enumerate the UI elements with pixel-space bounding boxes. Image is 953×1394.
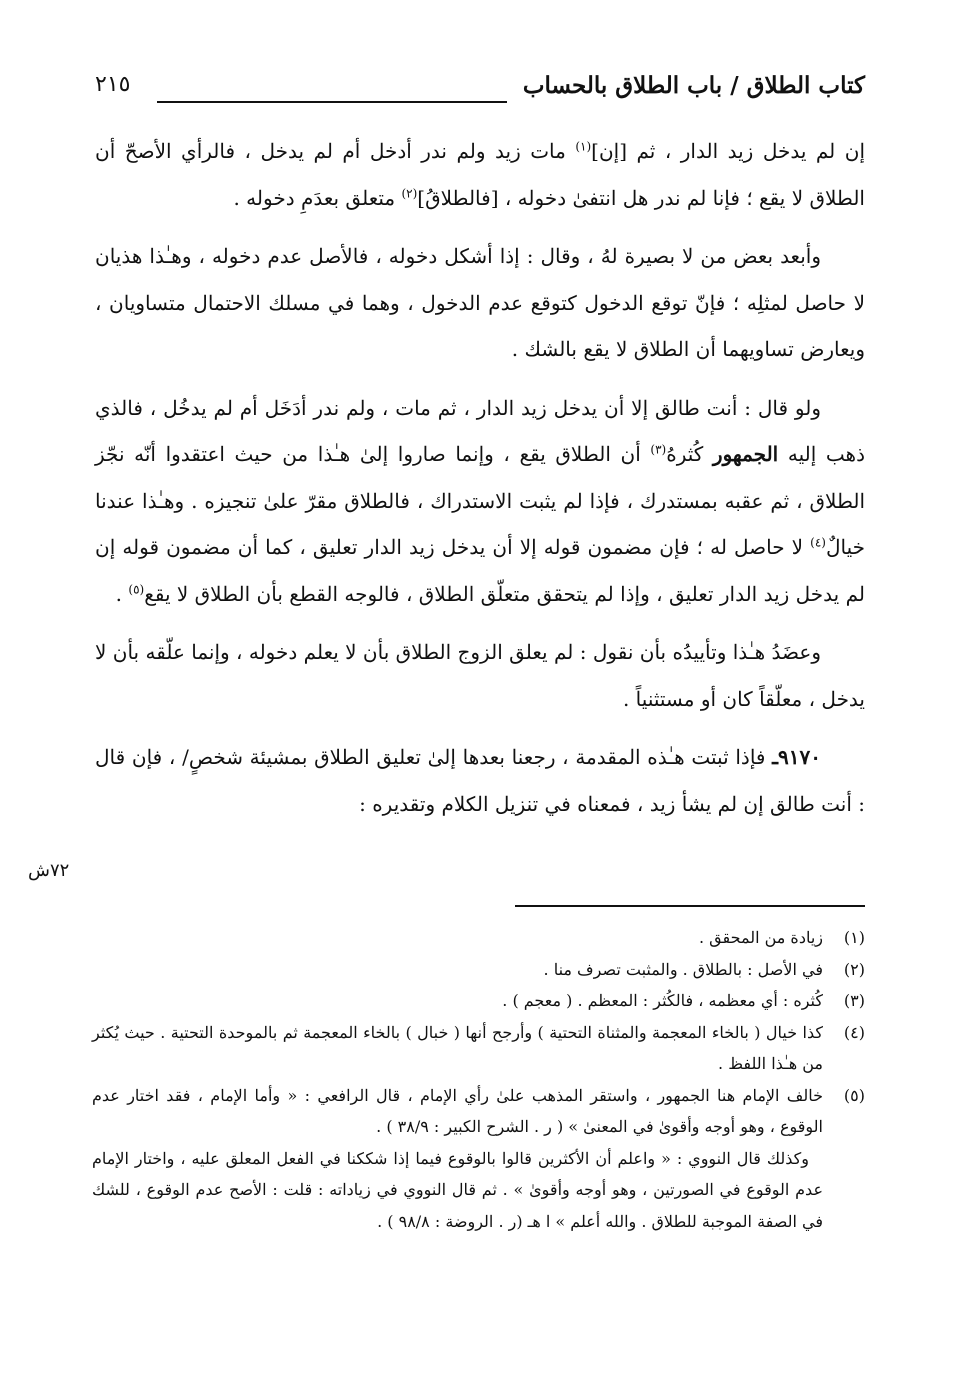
running-header <box>95 72 865 112</box>
footnote-number: (١) <box>843 928 865 947</box>
paragraph-4: وعضَدُ هـٰذا وتأييدُه بأن نقول : لم يعلق الزوج الطلاق بأن لا يعلم دخوله ، وإنما علّقه بأن لا يدخل ، معلّقاً كان أو مستثنياً . <box>95 640 865 711</box>
paragraph-5 <box>95 734 865 827</box>
p1-text-b: مات زيد ولم ندر أدخل أم لم يدخل ، فالرأي الأصحّ أن الطلاق لا يقع ؛ فإنا لم ندر هل انتفىٰ دخوله ، [فالطلاقُ] <box>95 139 865 210</box>
footnote-1 <box>92 922 865 954</box>
footnote-separator <box>515 905 865 907</box>
p3-text-e: . <box>115 581 129 606</box>
footnotes <box>92 922 865 1237</box>
p5-text: فإذا ثبتت هـٰذه المقدمة ، رجعنا بعدها إلىٰ تعليق الطلاق بمشيئة شخصٍ/ ، فإن قال : أنت طالق إن لم يشأ زيد ، فمعناه في تنزيل الكلام وتقديره : <box>95 745 865 816</box>
footnote-line: كُثره : أي معظمه ، فالكُثر : المعظم . ( معجم ) . <box>502 991 823 1010</box>
footnote-ref-4: (٤) <box>810 535 826 550</box>
footnote-number: (٢) <box>843 959 865 979</box>
footnote-number: (٣) <box>843 991 865 1010</box>
p3-text-c: أن الطلاق يقع ، وإنما صاروا إلىٰ هـٰذا من حيث اعتقدوا أنّه نجّز الطلاق ، ثم عقبه بمستدرك ، فإذا لم يثبت الاستدراك ، فالطلاق مقرّ علىٰ تنجيزه . وهـٰذا عندنا خيالٌ <box>95 442 865 559</box>
chapter-title: كتاب الطلاق / باب الطلاق بالحساب <box>522 72 865 99</box>
footnote-text <box>92 954 823 986</box>
paragraph-1 <box>95 128 865 221</box>
footnote-line: وكذلك قال النووي : « واعلم أن الأكثرين قالوا بالوقوع فيما إذا شككنا في الفعل المعلق عليه ، واختار الإمام عدم الوقوع في الصورتين ، وهو أوجه وأقوىٰ » . ثم قال النووي في زياداته : قلت : الأصح عدم الوقوع ، للشك في الصفة الموجبة للطلاق . والله أعلم » ا هـ (ر . الروضة : ٩٨/٨ ) . <box>92 1148 824 1231</box>
footnote-number: (٤) <box>843 1022 865 1042</box>
p1-text-a: إن لم يدخل زيد الدار ، ثم [إن] <box>591 139 865 163</box>
paragraph-2: وأبعد بعض من لا بصيرة لهُ ، وقال : إذا أشكل دخوله ، فالأصل عدم دخوله ، وهـٰذا هذيان لا حاصل لمثلِه ؛ فإنّ توقع الدخول كتوقع عدم الدخول ، وهما في مسلك الاحتمال متساويان ، ويعارض تساويهما أن الطلاق لا يقع بالشك . <box>95 244 865 361</box>
footnote-line: زيادة من المحقق . <box>699 928 823 947</box>
p1-text-c: متعلق بعدَمِ دخوله . <box>233 185 402 210</box>
footnote-4 <box>92 1017 865 1080</box>
footnote-ref-3: (٣) <box>650 442 667 457</box>
footnote-text <box>92 1017 823 1080</box>
p3-text-b: كُثرهُ <box>666 442 713 466</box>
section-number: ٩١٧٠ـ <box>772 745 821 769</box>
footnote-ref-5: (٥) <box>128 581 145 596</box>
p3-text-a: ولو قال : أنت طالق إلا أن يدخل زيد الدار ، ثم مات ، ولم ندر أدَخَل أم لم يدخُل ، فالذي ذهب إليه <box>95 395 865 466</box>
footnote-text <box>92 1080 823 1238</box>
footnote-text <box>92 922 823 954</box>
page-number: ٢١٥ <box>95 72 131 97</box>
footnote-number: (٥) <box>843 1085 865 1105</box>
footnote-line: في الأصل : بالطلاق . والمثبت تصرف منا . <box>543 959 823 979</box>
header-rule <box>157 101 507 103</box>
footnote-line: خالف الإمام هنا الجمهور ، واستقر المذهب علىٰ رأي الإمام ، قال الرافعي : « وأما الإمام ، فقد اختار عدم الوقوع ، وهو أوجه وأقوىٰ في المعنىٰ » ( ر . الشرح الكبير : ٣٨/٩ ) . <box>92 1085 824 1136</box>
paragraph-3 <box>95 385 865 618</box>
footnote-5 <box>92 1080 865 1238</box>
margin-folio-note: ٧٢ش <box>28 860 70 881</box>
p3-bold-term: الجمهور <box>712 442 779 466</box>
footnote-3 <box>92 985 865 1017</box>
footnote-ref-2: (٢) <box>401 185 418 200</box>
footnote-text <box>92 985 823 1017</box>
footnote-line: كذا خيال ( بالخاء المعجمة والمثناة التحتية ) وأرجح أنها ( خبال ) بالخاء المعجمة ثم بالموحدة التحتية . حيث يُكثر من هـٰذا اللفظ . <box>92 1022 823 1073</box>
footnote-2 <box>92 954 865 986</box>
footnote-ref-1: (١) <box>575 139 592 154</box>
p3-text-d: لا حاصل له ؛ فإن مضمون قوله إلا أن يدخل زيد الدار تعليق ، كما أن مضمون قوله إن لم يدخل زيد الدار تعليق ، وإذا لم يتحقق متعلّق الطلاق ، فالوجه القطع بأن الطلاق لا يقع <box>95 535 865 606</box>
main-text <box>95 128 865 839</box>
